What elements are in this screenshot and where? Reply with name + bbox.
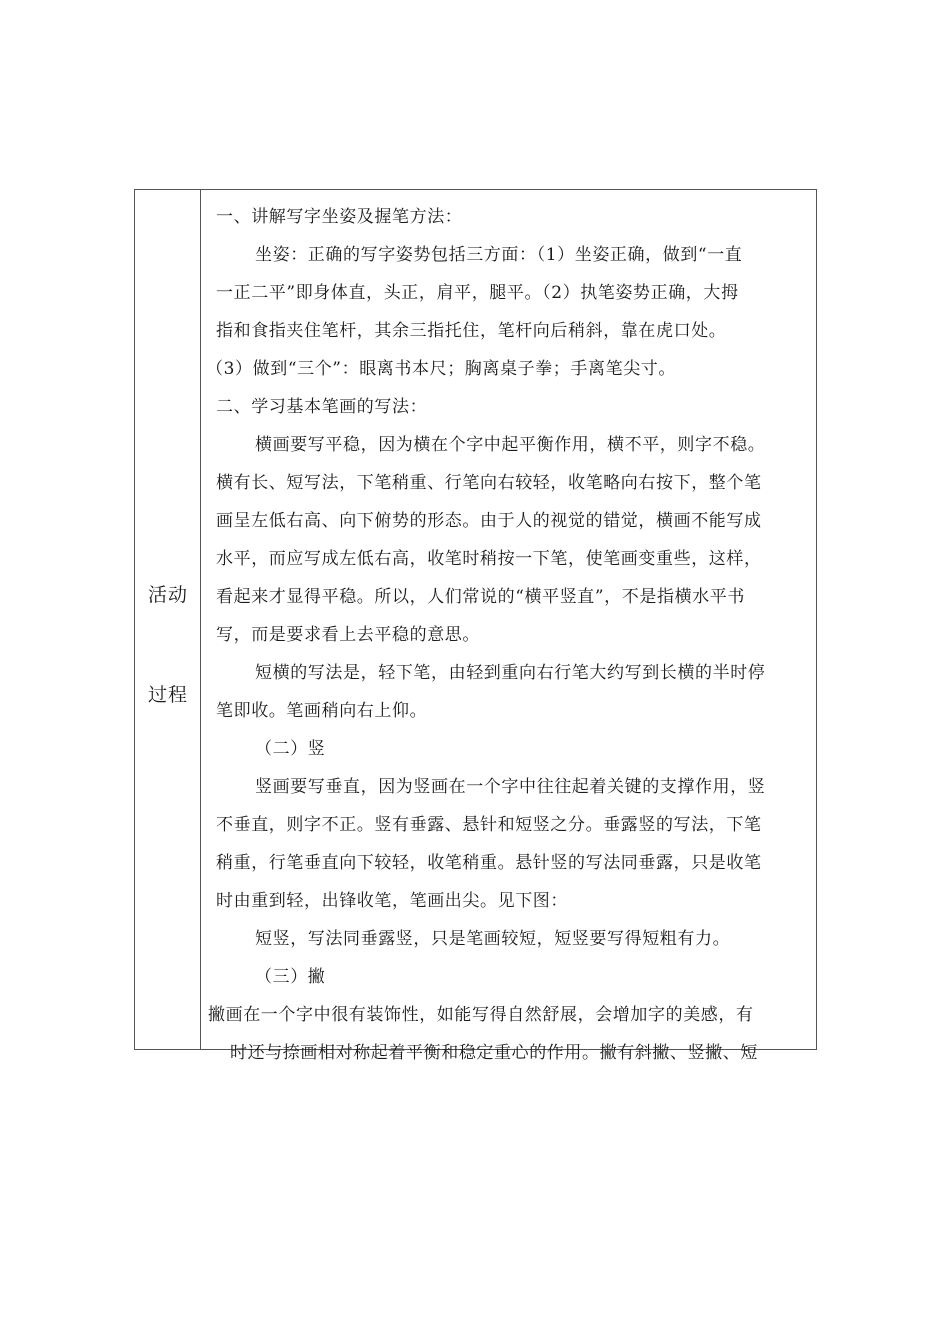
paragraph-line: 水平，而应写成左低右高，收笔时稍按一下笔，使笔画变重些，这样， — [216, 549, 762, 569]
paragraph-line: 指和食指夹住笔杆，其余三指托住，笔杆向后稍斜，靠在虎口处。 — [216, 321, 727, 341]
paragraph-line: 写，而是要求看上去平稳的意思。 — [216, 625, 480, 645]
paragraph-line: 竖画要写垂直，因为竖画在一个字中往往起着关键的支撑作用，竖 — [255, 777, 766, 797]
paragraph-line: 画呈左低右高、向下俯势的形态。由于人的视觉的错觉，横画不能写成 — [216, 511, 762, 531]
paragraph-line: 撇画在一个字中很有装饰性，如能写得自然舒展，会增加字的美感，有 — [208, 1005, 754, 1025]
paragraph-line: 稍重，行笔垂直向下较轻，收笔稍重。悬针竖的写法同垂露，只是收笔 — [216, 853, 762, 873]
paragraph-line: 时还与捺画相对称起着平衡和稳定重心的作用。撇有斜撇、竖撇、短 — [230, 1043, 758, 1063]
paragraph-line: 短横的写法是，轻下笔，由轻到重向右行笔大约写到长横的半时停 — [255, 663, 766, 683]
paragraph-line: 不垂直，则字不正。竖有垂露、悬针和短竖之分。垂露竖的写法，下笔 — [216, 815, 762, 835]
section-heading: 二、学习基本笔画的写法： — [216, 397, 428, 417]
paragraph-line: 横画要写平稳，因为横在个字中起平衡作用，横不平，则字不稳。 — [255, 435, 766, 455]
paragraph-line: 笔即收。笔画稍向右上仰。 — [216, 701, 428, 721]
paragraph-line: 坐姿：正确的写字姿势包括三方面：（1）坐姿正确，做到“一直 — [255, 245, 743, 265]
paragraph-line: （3）做到“三个”：眼离书本尺；胸离桌子拳；手离笔尖寸。 — [206, 359, 676, 379]
subsection-heading: （二）竖 — [255, 739, 326, 759]
paragraph-line: 短竖，写法同垂露竖，只是笔画较短，短竖要写得短粗有力。 — [255, 929, 731, 949]
paragraph-line: 一正二平”即身体直，头正，肩平，腿平。（2）执笔姿势正确，大拇 — [216, 283, 739, 303]
subsection-heading: （三）撇 — [255, 967, 326, 987]
paragraph-line: 时由重到轻，出锋收笔，笔画出尖。见下图： — [216, 891, 568, 911]
row-label-line-1: 活动 — [147, 584, 188, 606]
row-label-line-2: 过程 — [147, 684, 188, 706]
paragraph-line: 横有长、短写法，下笔稍重、行笔向右较轻，收笔略向右按下，整个笔 — [216, 473, 762, 493]
content-cell — [202, 190, 816, 1063]
activity-table — [134, 189, 817, 1063]
paragraph-line: 看起来才显得平稳。所以，人们常说的“横平竖直”，不是指横水平书 — [216, 587, 745, 607]
section-heading: 一、讲解写字坐姿及握笔方法： — [216, 207, 463, 227]
row-label-cell — [135, 190, 201, 1049]
